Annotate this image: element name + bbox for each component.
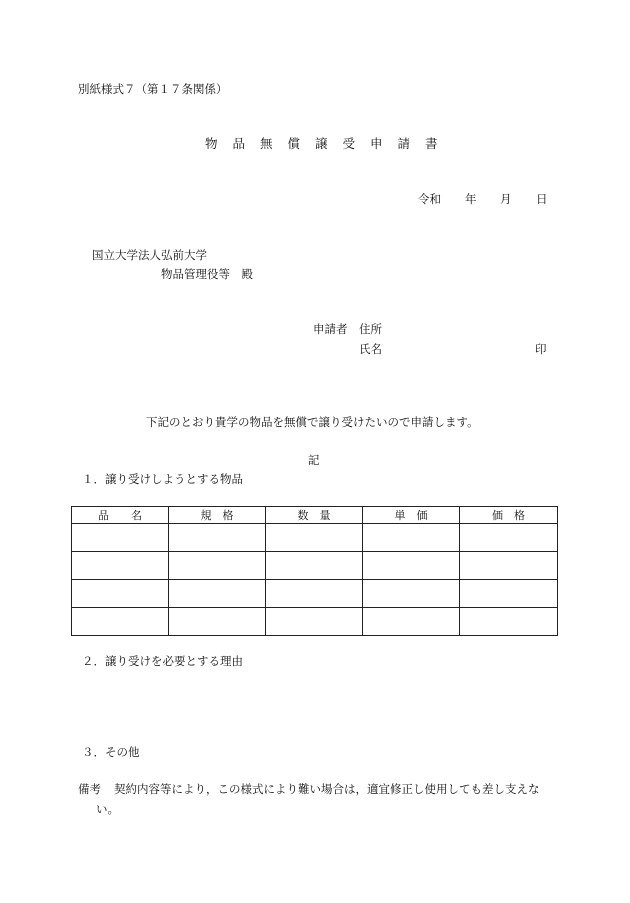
header-specification: 規 格 [169,507,266,524]
section-1-heading: １．譲り受けしようとする物品 [82,472,243,486]
items-table [71,506,558,636]
table-row [72,552,558,580]
header-quantity: 数 量 [266,507,363,524]
table-cell[interactable] [72,552,169,580]
table-cell[interactable] [169,552,266,580]
applicant-label: 申請者 [313,322,348,336]
table-cell[interactable] [72,524,169,552]
ki-heading: 記 [308,453,320,467]
address-label: 住所 [359,322,382,336]
date-month: 月 [500,192,512,206]
section-2-heading: ２．譲り受けを必要とする理由 [82,654,243,668]
table-cell[interactable] [169,608,266,636]
table-cell[interactable] [72,580,169,608]
table-cell[interactable] [363,580,460,608]
table-cell[interactable] [266,524,363,552]
table-cell[interactable] [72,608,169,636]
table-header-row [72,507,558,524]
table-row [72,524,558,552]
table-row [72,580,558,608]
seal-mark: 印 [535,342,547,356]
table-cell[interactable] [460,524,558,552]
table-cell[interactable] [169,524,266,552]
table-cell[interactable] [460,580,558,608]
table-cell[interactable] [460,608,558,636]
table-cell[interactable] [266,580,363,608]
remarks-label: 備考 [78,782,101,796]
table-cell[interactable] [266,552,363,580]
remarks-line-1: 契約内容等により，この様式により難い場合は，適宜修正し使用しても差し支えな [114,782,540,796]
table-cell[interactable] [363,608,460,636]
request-text: 下記のとおり貴学の物品を無償で譲り受けたいので申請します。 [146,415,479,429]
name-label: 氏名 [359,342,382,356]
table-cell[interactable] [460,552,558,580]
date-era: 令和 [418,192,441,206]
form-number: 別紙様式７（第１７条関係） [78,82,228,96]
table-cell[interactable] [363,552,460,580]
remarks-line-2: い。 [96,802,119,816]
table-cell[interactable] [363,524,460,552]
page-title: 物品無償譲受申請書 [205,136,453,151]
header-price: 価 格 [460,507,558,524]
section-3-heading: ３．その他 [82,745,140,759]
header-unit-price: 単 価 [363,507,460,524]
addressee-organization: 国立大学法人弘前大学 [92,248,207,262]
date-day: 日 [536,192,548,206]
addressee-officer: 物品管理役等 殿 [161,267,253,281]
date-year: 年 [465,192,477,206]
header-item-name: 品 名 [72,507,169,524]
table-cell[interactable] [266,608,363,636]
table-row [72,608,558,636]
table-cell[interactable] [169,580,266,608]
